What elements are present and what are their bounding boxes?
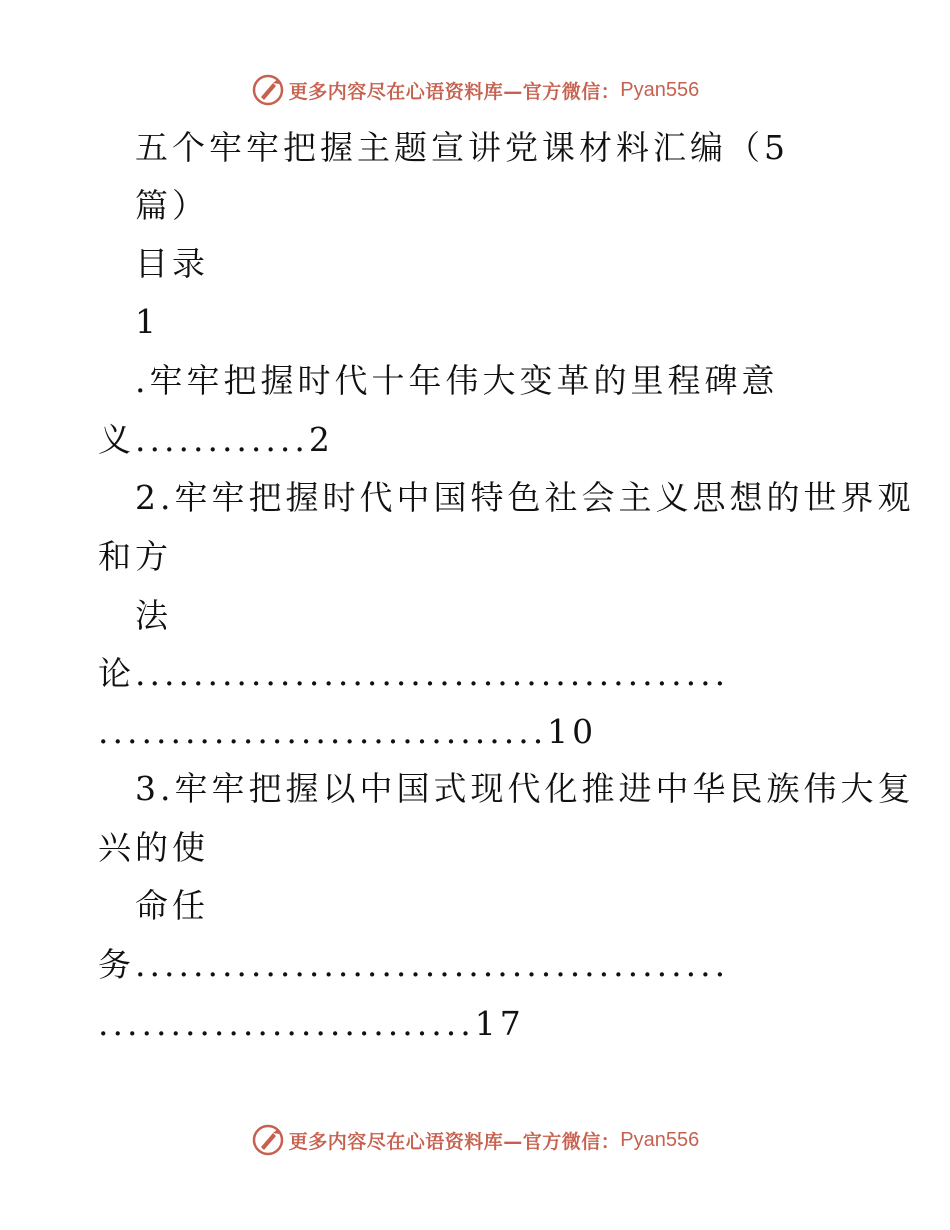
toc-entry-2-title-cont-2: 法 bbox=[135, 596, 172, 635]
toc-entry-3-title-cont: 兴的使 bbox=[98, 828, 209, 867]
watermark-text: 更多内容尽在心语资料库—官方微信： bbox=[288, 80, 621, 103]
document-title-line-2: 篇） bbox=[135, 186, 209, 225]
header-watermark bbox=[0, 70, 950, 110]
toc-entry-2-title-cont: 和方 bbox=[98, 537, 172, 576]
toc-entry-1-page: 义............2 bbox=[98, 420, 334, 459]
toc-entry-3-title: 3.牢牢把握以中国式现代化推进中华民族伟大复 bbox=[135, 769, 915, 808]
watermark-wechat-id: Pyan556 bbox=[620, 1128, 700, 1151]
pen-logo-icon bbox=[251, 73, 285, 107]
toc-entry-1-title: .牢牢把握时代十年伟大变革的里程碑意 bbox=[135, 361, 779, 400]
toc-entry-2-leader: 论......................................... bbox=[98, 654, 730, 693]
toc-entry-1-number: 1 bbox=[135, 302, 160, 341]
document-title-line-1: 五个牢牢把握主题宣讲党课材料汇编（5 bbox=[135, 128, 789, 167]
toc-entry-3-leader: 务......................................... bbox=[98, 945, 730, 984]
pen-logo-icon bbox=[251, 1123, 285, 1157]
toc-heading: 目录 bbox=[135, 244, 209, 283]
watermark-wechat-id: Pyan556 bbox=[620, 78, 700, 101]
toc-entry-2-page: ...............................10 bbox=[98, 712, 598, 751]
toc-entry-3-page: ..........................17 bbox=[98, 1004, 525, 1043]
toc-entry-3-title-cont-2: 命任 bbox=[135, 886, 209, 925]
toc-entry-2-title: 2.牢牢把握时代中国特色社会主义思想的世界观 bbox=[135, 478, 915, 517]
watermark-text: 更多内容尽在心语资料库—官方微信： bbox=[288, 1130, 621, 1153]
footer-watermark bbox=[0, 1120, 950, 1160]
